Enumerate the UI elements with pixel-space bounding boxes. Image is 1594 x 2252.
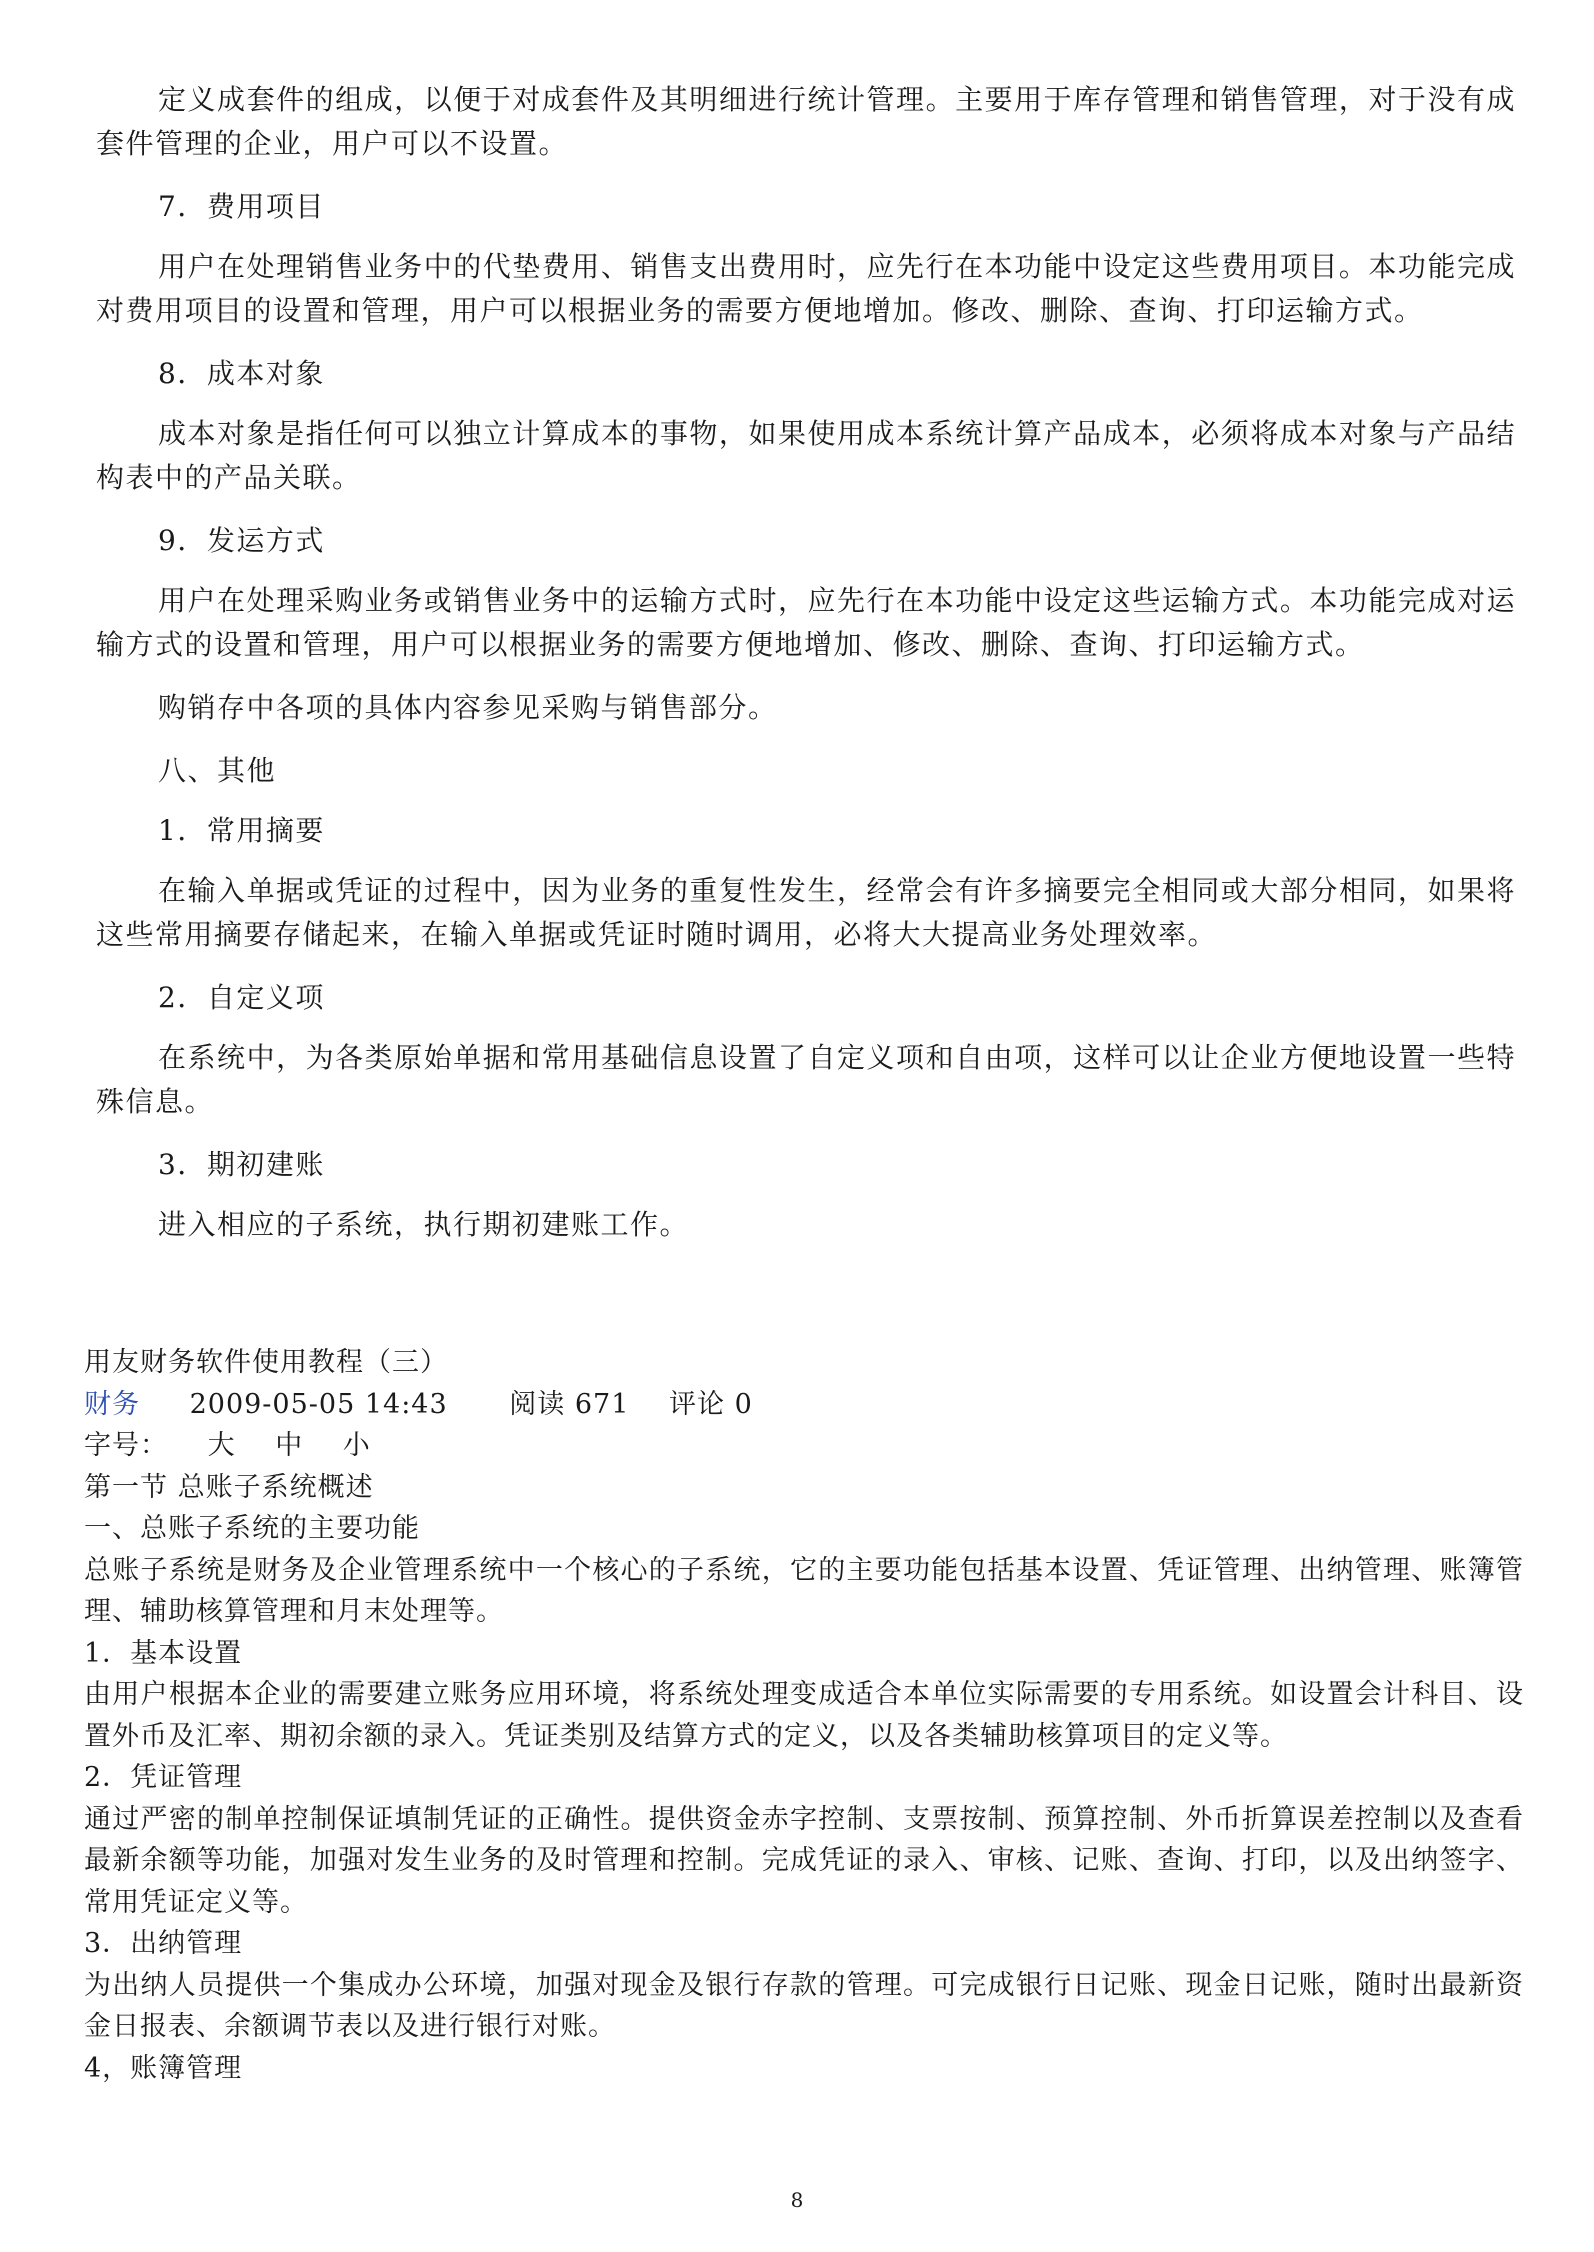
paragraph: 进入相应的子系统，执行期初建账工作。	[158, 1208, 690, 1241]
section-heading: 3．期初建账	[158, 1148, 325, 1181]
article-title: 用友财务软件使用教程（三）	[84, 1347, 448, 1378]
font-size-large[interactable]: 大	[207, 1430, 236, 1461]
section-heading: 7．费用项目	[158, 190, 325, 223]
font-size-label: 字号：	[84, 1430, 168, 1461]
paragraph: 在输入单据或凭证的过程中，因为业务的重复性发生，经常会有许多摘要完全相同或大部分相同，如果将这些常用摘要存储起来，在输入单据或凭证时随时调用，必将大大提高业务处理效率。	[96, 874, 1516, 951]
category-link[interactable]: 财务	[84, 1388, 140, 1420]
paragraph: 为出纳人员提供一个集成办公环境，加强对现金及银行存款的管理。可完成银行日记账、现金日记账，随时出最新资金日报表、余额调节表以及进行银行对账。	[84, 1969, 1524, 2042]
paragraph: 总账子系统是财务及企业管理系统中一个核心的子系统，它的主要功能包括基本设置、凭证管理、出纳管理、账簿管理、辅助核算管理和月末处理等。	[84, 1554, 1524, 1627]
section-heading: 8．成本对象	[158, 357, 325, 390]
paragraph: 在系统中，为各类原始单据和常用基础信息设置了自定义项和自由项，这样可以让企业方便地设置一些特殊信息。	[96, 1041, 1516, 1118]
paragraph: 成本对象是指任何可以独立计算成本的事物，如果使用成本系统计算产品成本，必须将成本对象与产品结构表中的产品关联。	[96, 417, 1516, 494]
upper-section	[96, 78, 1516, 1266]
paragraph: 由用户根据本企业的需要建立账务应用环境，将系统处理变成适合本单位实际需要的专用系统。如设置会计科目、设置外币及汇率、期初余额的录入。凭证类别及结算方式的定义，以及各类辅助核算项目的定义等。	[84, 1679, 1524, 1752]
comment-count: 评论 0	[668, 1388, 753, 1420]
paragraph: 通过严密的制单控制保证填制凭证的正确性。提供资金赤字控制、支票按制、预算控制、外币折算误差控制以及查看最新余额等功能，加强对发生业务的及时管理和控制。完成凭证的录入、审核、记账、查询、打印，以及出纳签字、常用凭证定义等。	[84, 1803, 1524, 1918]
section-heading: 一、总账子系统的主要功能	[84, 1513, 420, 1544]
lower-section	[84, 1342, 1524, 2089]
paragraph: 购销存中各项的具体内容参见采购与销售部分。	[158, 691, 778, 724]
section-heading: 2．自定义项	[158, 981, 325, 1014]
section-heading: 八、其他	[158, 754, 277, 787]
paragraph: 用户在处理采购业务或销售业务中的运输方式时，应先行在本功能中设定这些运输方式。本功能完成对运输方式的设置和管理，用户可以根据业务的需要方便地增加、修改、删除、查询、打印运输方式。	[96, 584, 1516, 661]
font-size-medium[interactable]: 中	[275, 1430, 304, 1461]
paragraph: 定义成套件的组成，以便于对成套件及其明细进行统计管理。主要用于库存管理和销售管理，对于没有成套件管理的企业，用户可以不设置。	[96, 83, 1516, 160]
article-meta	[84, 1384, 1524, 1426]
section-heading: 4，账簿管理	[84, 2052, 243, 2084]
section-heading: 1．基本设置	[84, 1637, 243, 1669]
font-size-small[interactable]: 小	[342, 1430, 371, 1461]
section-heading: 9．发运方式	[158, 524, 325, 557]
post-datetime: 2009-05-05 14:43	[189, 1388, 448, 1420]
read-count: 阅读 671	[509, 1388, 630, 1420]
section-heading: 第一节 总账子系统概述	[84, 1471, 374, 1503]
section-heading: 1．常用摘要	[158, 814, 325, 847]
page-number: 8	[790, 2188, 804, 2212]
font-size-selector	[84, 1425, 1524, 1467]
paragraph: 用户在处理销售业务中的代垫费用、销售支出费用时，应先行在本功能中设定这些费用项目。本功能完成对费用项目的设置和管理，用户可以根据业务的需要方便地增加。修改、删除、查询、打印运输方式。	[96, 250, 1516, 327]
section-heading: 2．凭证管理	[84, 1762, 243, 1793]
section-heading: 3．出纳管理	[84, 1928, 243, 1959]
